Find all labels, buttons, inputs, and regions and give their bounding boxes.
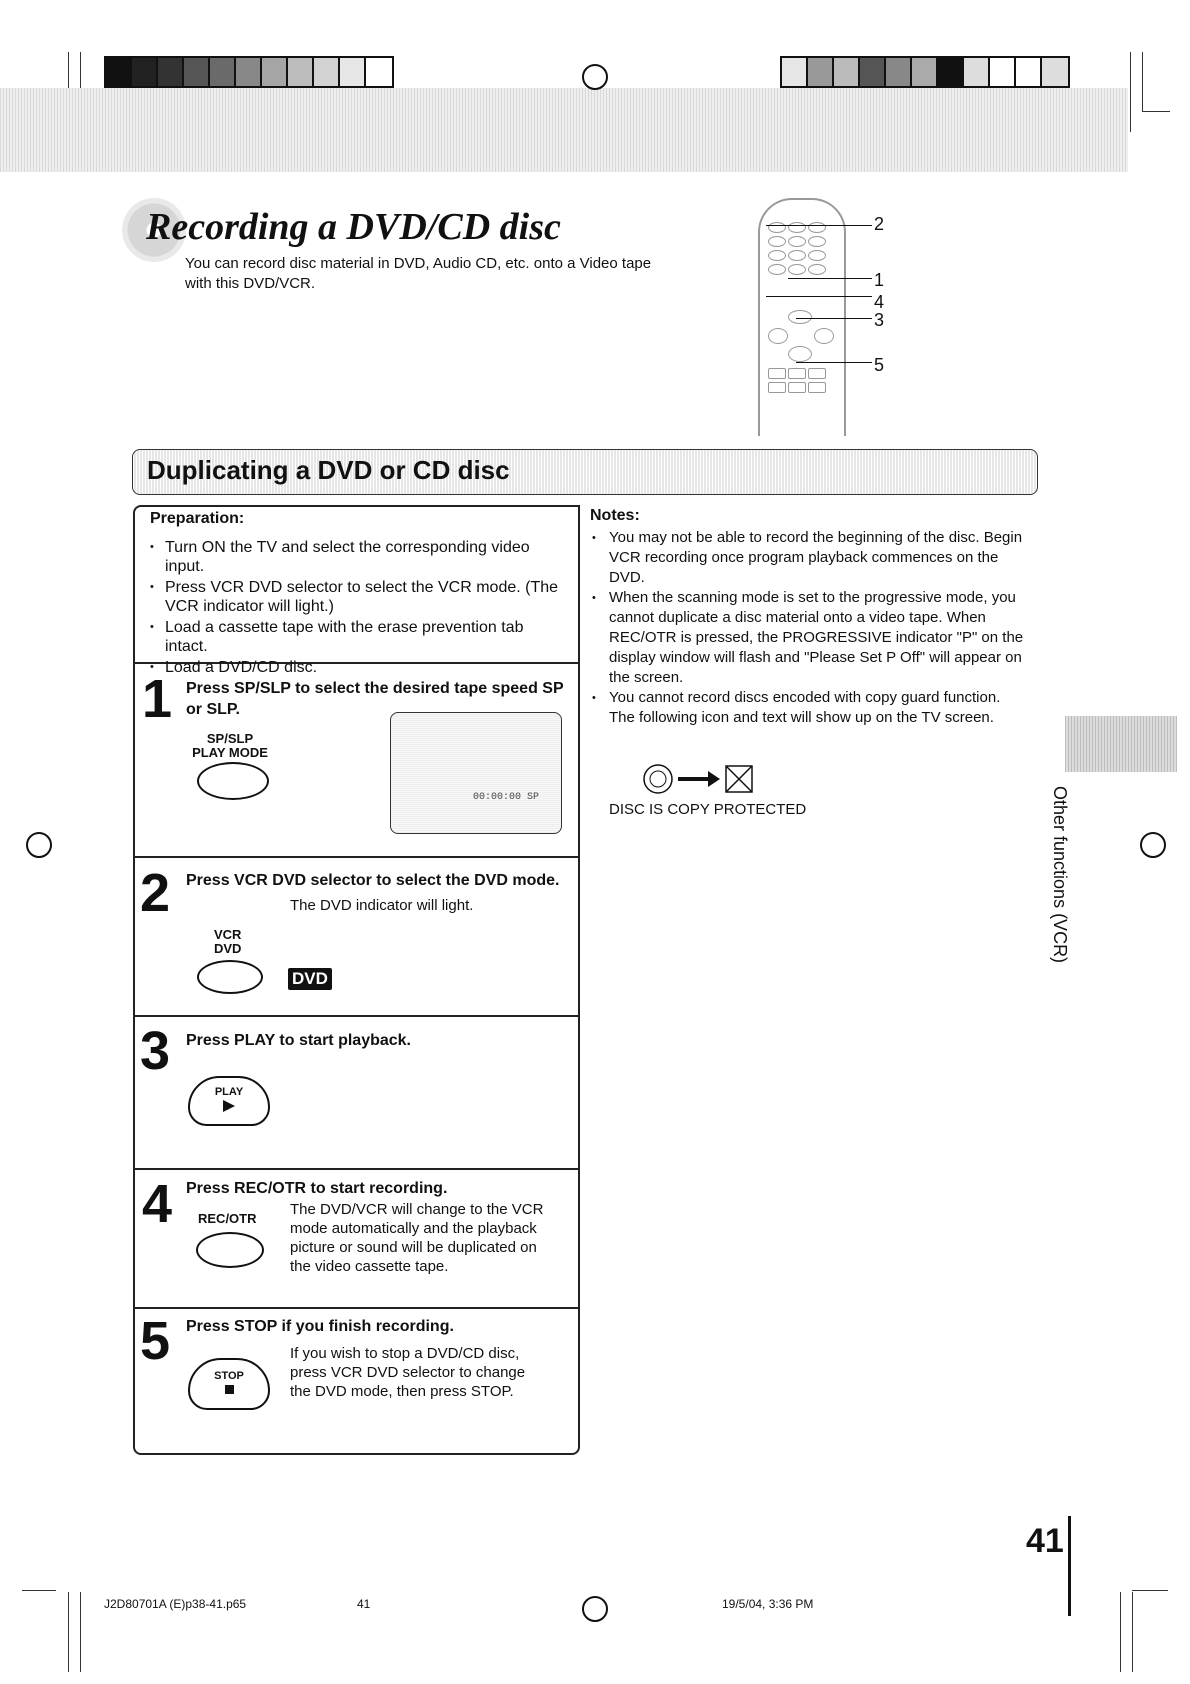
crop-mark [1142,111,1170,112]
stop-button-icon [188,1358,270,1410]
sp-slp-button-icon [197,762,269,800]
preparation-title: Preparation: [150,510,245,527]
callout-number: 5 [874,355,885,375]
color-bar-left [104,56,394,88]
callout-number: 4 [874,292,885,312]
step-number: 2 [140,863,171,923]
play-button-label: PLAY [214,1086,244,1098]
rec-otr-button-icon [196,1232,264,1268]
intro-text: You can record disc material in DVD, Audio CD, etc. onto a Video tape with this DVD/VCR. [185,255,652,292]
crop-mark [1132,1590,1168,1591]
section-title: Duplicating a DVD or CD disc [147,455,510,485]
step-number: 1 [142,669,173,729]
crop-mark [1120,1592,1121,1672]
step-text: If you wish to stop a DVD/CD disc, press VCR DVD selector to change the DVD mode, then press STOP. [290,1345,526,1400]
footer-page: 41 [357,1597,371,1611]
callout-line [766,225,872,226]
tv-screen [390,712,562,834]
crop-mark [1130,52,1131,132]
header-band [0,88,1128,172]
callout-number: 1 [874,270,885,290]
crop-mark [22,1590,56,1591]
button-label-top: VCR [214,927,242,942]
page-number-rule [1068,1516,1071,1616]
copy-protect-text: DISC IS COPY PROTECTED [609,801,807,818]
crop-mark [68,1592,69,1672]
preparation-item: • Load a DVD/CD disc. [150,658,570,677]
step-number: 5 [140,1311,171,1371]
stop-square-icon [225,1385,234,1394]
registration-mark [582,1596,608,1622]
registration-mark [1140,832,1166,858]
preparation-item: • Load a cassette tape with the erase prevention tab intact. [150,618,570,656]
step-text: The DVD/VCR will change to the VCR mode automatically and the playback picture or sound will be duplicated on the video cassette tape. [290,1201,544,1275]
crop-mark [80,1592,81,1672]
callout-number: 3 [874,310,885,330]
page-title: Recording a DVD/CD disc [146,206,561,248]
callout-line [796,318,872,319]
callout-line [796,362,872,363]
footer-file: J2D80701A (E)p38-41.p65 [104,1597,247,1611]
dvd-indicator: DVD [288,968,332,990]
step-heading: Press PLAY to start playback. [186,1032,411,1049]
play-triangle-icon [223,1100,235,1112]
step-number: 3 [140,1021,171,1081]
vcr-dvd-selector-icon [197,960,263,994]
remote-control-illustration [758,198,846,436]
callout-number: 2 [874,214,885,234]
side-tab [1065,716,1177,772]
stop-button-label: STOP [214,1370,244,1382]
copy-protect-graphic [640,762,760,796]
button-label-bottom: DVD [214,941,242,956]
play-button-icon [188,1076,270,1126]
note-item: • You cannot record discs encoded with copy guard function. The following icon and text will show up on the TV screen. [590,688,1030,728]
preparation-item: • Press VCR DVD selector to select the VCR mode. (The VCR indicator will light.) [150,578,570,616]
footer-timestamp: 19/5/04, 3:36 PM [722,1597,814,1611]
step-number: 4 [142,1174,173,1234]
registration-mark [582,64,608,90]
preparation-list [150,538,570,679]
button-label: REC/OTR [198,1211,257,1226]
callout-line [788,278,872,279]
page-number: 41 [1026,1522,1064,1560]
notes-list [590,528,1030,728]
step-text: The DVD indicator will light. [290,897,474,914]
side-tab-label: Other functions (VCR) [1050,786,1070,964]
notes-title: Notes: [590,507,640,524]
step-heading: Press VCR DVD selector to select the DVD mode. [186,872,560,889]
step-heading: Press REC/OTR to start recording. [186,1180,448,1197]
preparation-item: • Turn ON the TV and select the corresponding video input. [150,538,570,576]
note-item: • When the scanning mode is set to the progressive mode, you cannot duplicate a disc material onto a video tape. When REC/OTR is pressed, the PROGRESSIVE indicator "P" on the display window will flash and "Please Set P Off" will appear on the screen. [590,588,1030,688]
step-heading: Press STOP if you finish recording. [186,1318,454,1335]
callout-line [766,296,872,297]
color-bar-right [780,56,1070,88]
crop-mark [1132,1592,1133,1672]
crop-mark [1142,52,1143,112]
step-heading: Press SP/SLP to select the desired tape speed SP or SLP. [186,680,564,718]
registration-mark [26,832,52,858]
note-item: • You may not be able to record the beginning of the disc. Begin VCR recording once program playback commences on the DVD. [590,528,1030,588]
screen-readout: 00:00:00 SP [472,792,539,803]
button-label: SP/SLP PLAY MODE [192,731,268,760]
